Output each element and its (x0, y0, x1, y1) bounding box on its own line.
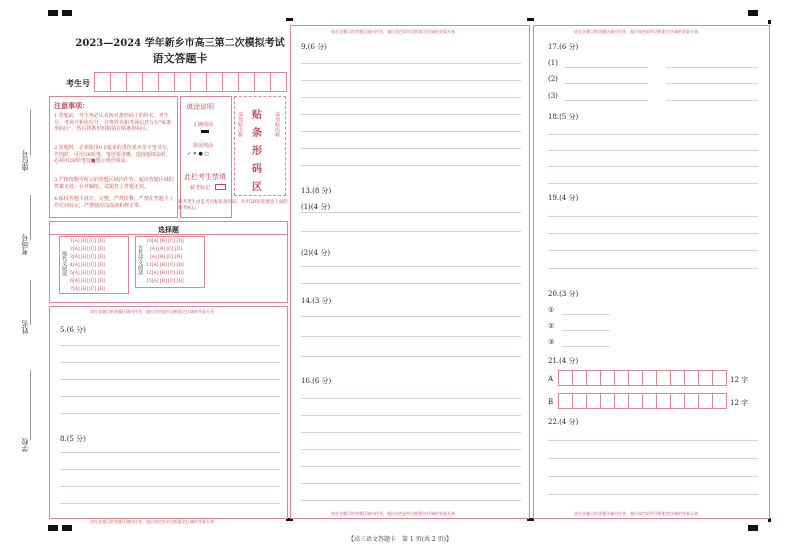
room-line (30, 195, 31, 240)
exam-no-cell[interactable] (270, 72, 287, 92)
exam-no-cell[interactable] (126, 72, 143, 92)
timing-mark (62, 525, 72, 531)
answer-line[interactable] (301, 212, 521, 213)
answer-line[interactable] (548, 150, 758, 151)
choice-title: 选择题 (158, 225, 179, 234)
answer-line[interactable] (301, 316, 521, 317)
answer-line[interactable] (562, 314, 610, 315)
answer-line[interactable] (548, 494, 758, 495)
q8-label: 8.(5 分) (60, 435, 86, 443)
exam-no-cell[interactable] (254, 72, 271, 92)
choice-group-right (135, 236, 205, 288)
exam-no-cell[interactable] (110, 72, 127, 92)
q13-2-label: (2)(4 分) (301, 249, 331, 257)
answer-line[interactable] (548, 458, 758, 459)
q20-label: 20.(3 分) (548, 290, 579, 298)
answer-line[interactable] (548, 166, 758, 167)
char-cell[interactable] (614, 370, 629, 386)
warning-text: 请在各题目的答题区域内作答，超出黑色矩形边框限定区域的答案无效 (574, 511, 698, 516)
q5-label: 5.(6 分) (60, 326, 86, 334)
char-cell[interactable] (712, 393, 727, 409)
answer-panel-middle (290, 25, 530, 519)
answer-line[interactable] (548, 183, 758, 184)
notice-box (49, 96, 178, 218)
char-cell[interactable] (600, 393, 615, 409)
timing-mark (62, 10, 72, 16)
q16-label: 16.(6 分) (301, 377, 332, 385)
timing-mark (768, 20, 771, 24)
q21-label: 21.(4 分) (548, 357, 579, 365)
char-cell[interactable] (628, 370, 643, 386)
timing-mark (48, 525, 58, 531)
char-cell[interactable] (656, 393, 671, 409)
timing-mark (748, 10, 758, 16)
notice-item-1: 1.答题前，考生务必认真核对条形码上的姓名、考生号、考场号和座位号，并将姓名和考场信息写在"贴条形码区"，然后将条形码粘贴在贴条形码区。 (54, 113, 172, 132)
page-footer: 【高三语文答题卡 第 1 页(共 2 页)】 (348, 536, 452, 543)
char-cell[interactable] (586, 393, 601, 409)
char-cell[interactable] (628, 393, 643, 409)
choice-row[interactable]: 7[A] [B] [C] [D] (70, 287, 105, 292)
char-cell[interactable] (670, 370, 685, 386)
q17-label: 17.(6 分) (548, 43, 579, 51)
exam-no-cell[interactable] (206, 72, 223, 92)
q17-2-label: (2) (548, 75, 558, 83)
answer-line[interactable] (60, 396, 280, 397)
choice-row[interactable]: 1[A] [B] [C] [D] (70, 239, 105, 244)
absent-checkbox[interactable] (215, 184, 226, 190)
exam-no-cell[interactable] (94, 72, 111, 92)
fill-info-title: 填涂说明 (186, 103, 214, 111)
answer-line[interactable] (666, 83, 758, 84)
answer-line[interactable] (301, 356, 521, 357)
notice-item-2: 2.答题时，必须使用0.5毫米的黑色墨水签字笔书写，作图时，可用2B铅笔，笔迹要清晰，选择题填涂时，必须用2B铅笔按■图示规范填涂。 (54, 145, 172, 164)
answer-line[interactable] (666, 100, 758, 101)
answer-line[interactable] (301, 449, 521, 450)
choice-group-left (59, 236, 129, 294)
exam-title: 2023—2024 学年新乡市高三第二次模拟考试 (75, 38, 285, 49)
q19-label: 19.(4 分) (548, 194, 579, 202)
q21-b-limit: 12 字 (730, 399, 749, 407)
school-line (30, 370, 31, 440)
char-cell[interactable] (558, 370, 573, 386)
barcode-box (234, 96, 286, 196)
answer-line[interactable] (60, 379, 280, 380)
q14-label: 14.(3 分) (301, 297, 332, 305)
wrong-marks: ✓ ✕ ● ○ (187, 151, 209, 157)
char-cell[interactable] (558, 393, 573, 409)
exam-no-cell[interactable] (158, 72, 175, 92)
warning-text: 请在各题目的答题区域内作答，超出黑色矩形边框限定区域的答案无效 (331, 511, 455, 516)
filled-sample (201, 130, 209, 133)
choice-row[interactable]: [A] [B] [C] [D] (150, 255, 182, 260)
fill-correct-label: 正确填涂 (193, 122, 214, 128)
choice-row[interactable]: 5[A] [B] [C] [D] (70, 271, 105, 276)
answer-line[interactable] (60, 345, 280, 346)
answer-line[interactable] (301, 114, 521, 115)
answer-line[interactable] (548, 250, 758, 251)
answer-line[interactable] (564, 83, 648, 84)
name-label: 姓名 (21, 320, 29, 334)
answer-line[interactable] (548, 134, 758, 135)
seat-line (30, 110, 31, 155)
answer-line[interactable] (60, 486, 280, 487)
answer-line[interactable] (301, 432, 521, 433)
answer-line[interactable] (301, 231, 521, 232)
char-cell[interactable] (600, 370, 615, 386)
answer-line[interactable] (548, 476, 758, 477)
choice-row[interactable]: 6[A] [B] [C] [D] (70, 279, 105, 284)
exam-no-label: 考生号 (66, 78, 90, 88)
fill-wrong-label: 错误填涂 (193, 143, 214, 149)
answer-line[interactable] (60, 362, 280, 363)
no-fill-warning: 此栏考生禁填 (184, 173, 226, 181)
q18-label: 18.(5 分) (548, 113, 579, 121)
school-label: 学校 (21, 438, 29, 452)
answer-line[interactable] (60, 413, 280, 414)
notice-item-3: 3.严格按题号所示的答题区域内作答，超出答题区域的答案无效；在草稿纸、试题卷上答题无效。 (54, 177, 174, 190)
q20-1-label: ① (548, 306, 555, 314)
choice-row[interactable]: 15[A] [B] [C] [D] (146, 279, 184, 284)
notice-title: 注意事项： (54, 101, 89, 110)
q13-1-label: (1)(4 分) (301, 203, 331, 211)
char-cell[interactable] (684, 370, 699, 386)
choice-row[interactable]: [A] [B] [C] [D] (150, 247, 182, 252)
seat-label: 座位号 (21, 150, 29, 171)
barcode-side-right: 请勿贴出框 (274, 112, 280, 137)
choice-row[interactable]: 2[A] [B] [C] [D] (70, 247, 105, 252)
q13-label: 13.(8 分) (301, 187, 332, 195)
answer-line[interactable] (666, 67, 758, 68)
warning-text: 请在各题目的答题区域内作答，超出黑色矩形边框限定区域的答案无效 (90, 519, 214, 524)
choice-row[interactable]: 4[A] [B] [C] [D] (70, 263, 105, 268)
exam-no-cell[interactable] (142, 72, 159, 92)
answer-line[interactable] (301, 336, 521, 337)
answer-panel-right (533, 25, 770, 519)
room-label: 考场号 (21, 234, 29, 255)
char-cell[interactable] (614, 393, 629, 409)
char-cell[interactable] (642, 393, 657, 409)
char-cell[interactable] (698, 393, 713, 409)
exam-no-cell[interactable] (238, 72, 255, 92)
timing-mark (748, 525, 758, 531)
answer-line[interactable] (301, 165, 521, 166)
answer-line[interactable] (562, 346, 610, 347)
answer-line[interactable] (301, 80, 521, 81)
answer-line[interactable] (548, 440, 758, 441)
q21-a-label: A (548, 375, 554, 383)
char-cell[interactable] (656, 370, 671, 386)
answer-line[interactable] (301, 63, 521, 64)
answer-line[interactable] (548, 216, 758, 217)
warning-text: 请在各题目的答题区域内作答，超出黑色矩形边框限定区域的答案无效 (90, 309, 214, 314)
q9-label: 9.(6 分) (301, 43, 327, 51)
q20-2-label: ② (548, 322, 555, 330)
answer-line[interactable] (301, 148, 521, 149)
barcode-side-left: 请勿贴出框 (237, 112, 243, 137)
answer-line[interactable] (301, 466, 521, 467)
absent-note: 缺考考生由监考员粘贴条形码，并用2B铅笔填涂上面的缺考标记。 (178, 200, 288, 211)
answer-line[interactable] (301, 283, 521, 284)
barcode-text: 贴条形码区 (252, 110, 262, 193)
char-cell[interactable] (572, 393, 587, 409)
char-cell[interactable] (698, 370, 713, 386)
q21-b-label: B (548, 398, 554, 406)
answer-line[interactable] (301, 398, 521, 399)
exam-no-cell[interactable] (174, 72, 191, 92)
choice-group-left-label: 现代文阅读 (61, 251, 67, 276)
choice-row[interactable]: 11[A] [B] [C] [D] (146, 263, 184, 268)
warning-text: 请在各题目的答题区域内作答，超出黑色矩形边框限定区域的答案无效 (574, 29, 698, 34)
notice-item-4: 4.保持答题卡清洁、完整，严禁折叠，严禁在答题卡上作任何标记，严禁使用涂改液和修正带。 (54, 196, 174, 209)
answer-line[interactable] (60, 503, 280, 504)
warning-text: 请在各题目的答题区域内作答，超出黑色矩形边框限定区域的答案无效 (331, 29, 455, 34)
exam-no-cell[interactable] (222, 72, 239, 92)
absent-label: 缺考标记 (190, 185, 211, 191)
timing-mark (527, 18, 534, 21)
choice-row[interactable]: 10[A] [B] [C] [D] (146, 239, 184, 244)
answer-line[interactable] (301, 500, 521, 501)
q17-1-label: (1) (548, 59, 558, 67)
answer-line[interactable] (564, 100, 648, 101)
answer-line[interactable] (301, 266, 521, 267)
char-cell[interactable] (642, 370, 657, 386)
q22-label: 22.(4 分) (548, 418, 579, 426)
answer-line[interactable] (301, 415, 521, 416)
answer-line[interactable] (60, 452, 280, 453)
answer-line[interactable] (60, 469, 280, 470)
answer-line[interactable] (562, 330, 610, 331)
q17-3-label: (3) (548, 92, 558, 100)
answer-line[interactable] (301, 483, 521, 484)
answer-panel-left (49, 306, 288, 519)
name-line (30, 280, 31, 325)
char-cell[interactable] (572, 370, 587, 386)
choice-row[interactable]: 12[A] [B] [C] [D] (146, 271, 184, 276)
char-cell[interactable] (712, 370, 727, 386)
q20-3-label: ③ (548, 338, 555, 346)
choice-row[interactable]: 3[A] [B] [C] [D] (70, 255, 105, 260)
answer-line[interactable] (301, 131, 521, 132)
answer-line[interactable] (301, 97, 521, 98)
char-cell[interactable] (670, 393, 685, 409)
choice-divider (50, 234, 287, 235)
answer-line[interactable] (548, 268, 758, 269)
char-cell[interactable] (684, 393, 699, 409)
q21-a-limit: 12 字 (730, 376, 749, 384)
answer-line[interactable] (564, 67, 648, 68)
timing-mark (48, 10, 58, 16)
choice-group-right-label: 古代诗文阅读 (137, 245, 143, 275)
answer-line[interactable] (548, 233, 758, 234)
char-cell[interactable] (586, 370, 601, 386)
timing-mark (286, 18, 293, 21)
exam-no-cell[interactable] (190, 72, 207, 92)
card-title: 语文答题卡 (152, 52, 208, 65)
